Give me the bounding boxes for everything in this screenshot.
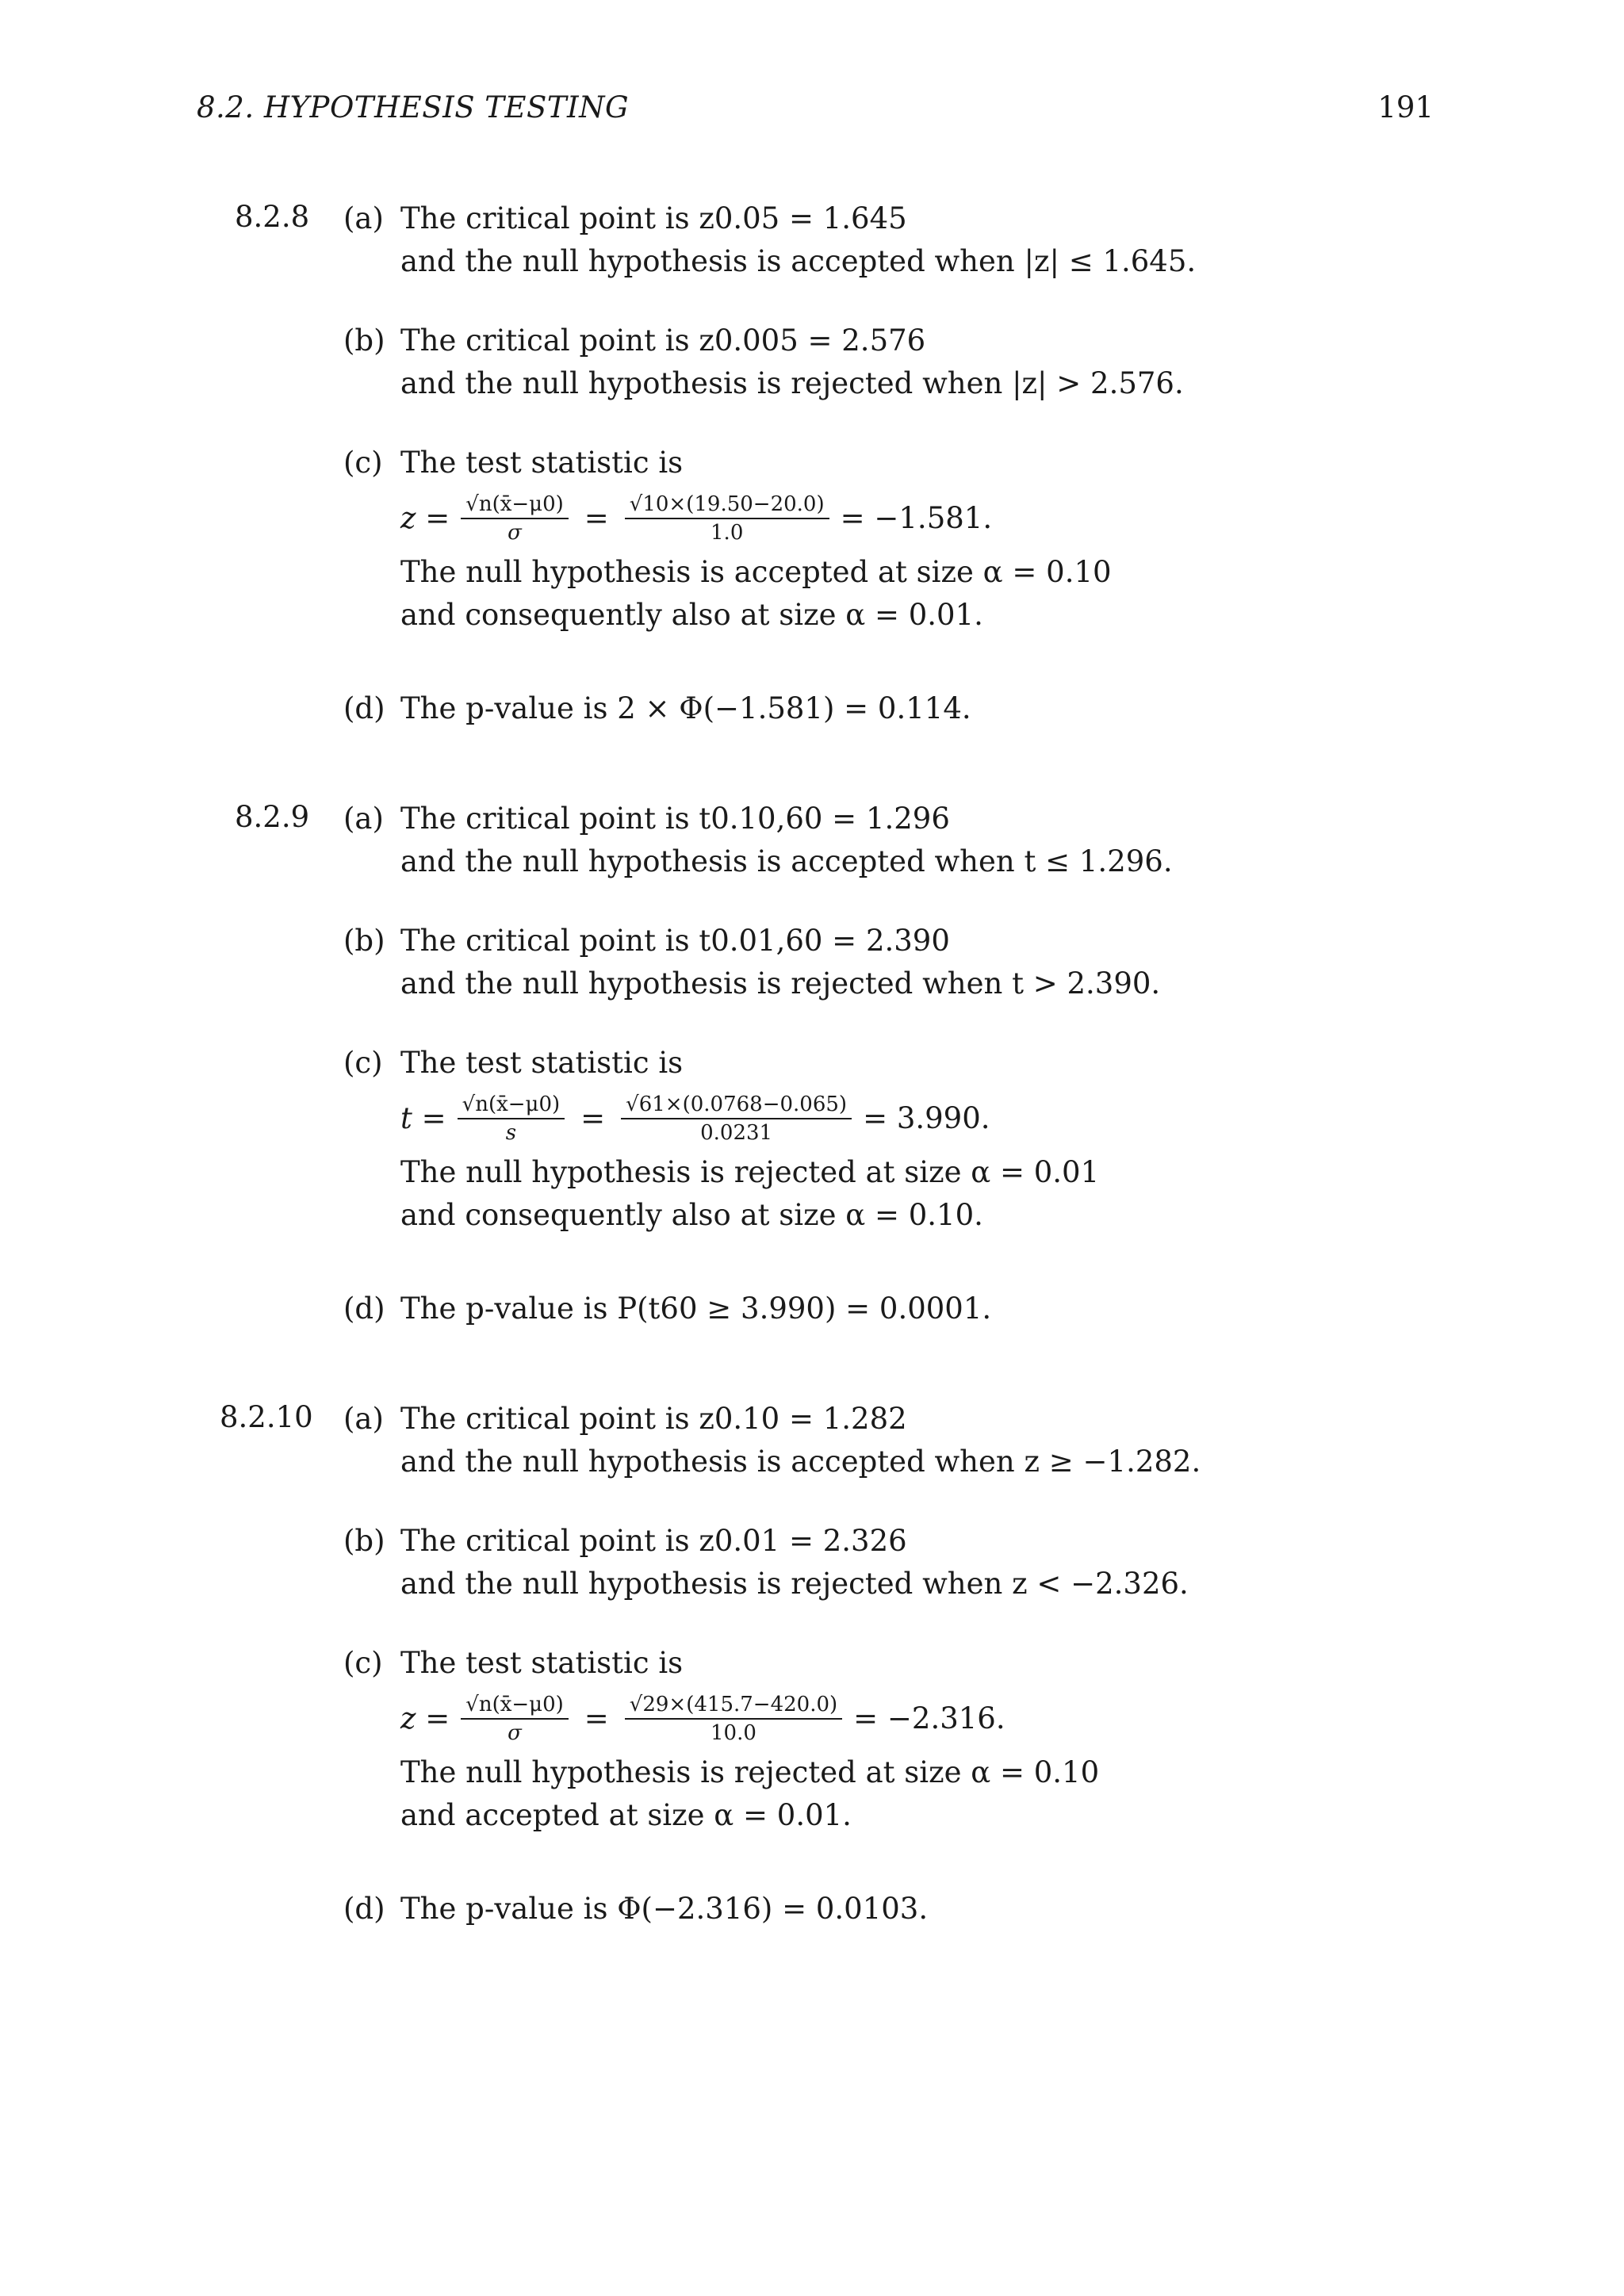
text-line: and accepted at size α = 0.01. (400, 1798, 852, 1832)
text-line: and consequently also at size α = 0.01. (400, 598, 983, 632)
text-line: and the null hypothesis is rejected when |z| > 2.576. (400, 366, 1184, 400)
equals-sign: = (580, 1101, 606, 1135)
formula-lhs: t = (400, 1101, 446, 1135)
page-number: 191 (1377, 90, 1434, 124)
test-statistic-formula (400, 489, 1112, 548)
part-label: (a) (343, 201, 384, 235)
part-label: (b) (343, 924, 385, 958)
fraction-numerator: √n(x̄−μ0) (461, 1693, 569, 1720)
fraction (625, 1693, 842, 1745)
equals-sign: = (584, 501, 609, 535)
fraction-denominator: s (505, 1121, 517, 1145)
text-line: and the null hypothesis is accepted when z ≥ −1.282. (400, 1445, 1201, 1479)
problem-number: 8.2.9 (235, 800, 310, 834)
part-label: (a) (343, 802, 384, 836)
fraction-numerator: √61×(0.0768−0.065) (621, 1093, 852, 1119)
text-line: The critical point is z0.10 = 1.282 (400, 1402, 907, 1436)
part-label: (b) (343, 323, 385, 358)
fraction-denominator: σ (508, 521, 522, 545)
test-statistic-formula (400, 1089, 1099, 1148)
fraction-numerator: √29×(415.7−420.0) (625, 1693, 842, 1720)
text-line: and the null hypothesis is rejected when z < −2.326. (400, 1567, 1189, 1601)
formula-result: = −1.581. (840, 501, 993, 535)
text-line: The null hypothesis is rejected at size α = 0.01 (400, 1155, 1100, 1189)
problem-number: 8.2.8 (235, 200, 310, 234)
text-line: and the null hypothesis is rejected when t > 2.390. (400, 966, 1161, 1001)
fraction-numerator: √10×(19.50−20.0) (625, 492, 829, 519)
part-label: (b) (343, 1524, 385, 1558)
fraction (461, 1693, 569, 1745)
fraction (458, 1093, 565, 1145)
fraction-denominator: 1.0 (710, 521, 744, 545)
text-line: and the null hypothesis is accepted when t ≤ 1.296. (400, 844, 1173, 878)
part-label: (d) (343, 1892, 385, 1926)
text-line: The p-value is 2 × Φ(−1.581) = 0.114. (400, 691, 971, 725)
text-line: The p-value is P(t60 ≥ 3.990) = 0.0001. (400, 1292, 992, 1326)
part-label: (d) (343, 691, 385, 725)
text-line: and consequently also at size α = 0.10. (400, 1198, 983, 1232)
test-statistic-formula (400, 1689, 1099, 1748)
part-label: (d) (343, 1292, 385, 1326)
formula-lhs: z = (400, 1701, 450, 1735)
formula-result: = −2.316. (853, 1701, 1005, 1735)
fraction-denominator: σ (508, 1721, 522, 1745)
formula-result: = 3.990. (863, 1101, 990, 1135)
fraction-numerator: √n(x̄−μ0) (461, 492, 569, 519)
text-line: The critical point is t0.01,60 = 2.390 (400, 924, 950, 958)
fraction (461, 492, 569, 545)
part-label: (c) (343, 446, 383, 480)
equals-sign: = (584, 1701, 609, 1735)
fraction (621, 1093, 852, 1145)
fraction-denominator: 0.0231 (700, 1121, 773, 1145)
problem-number: 8.2.10 (220, 1400, 313, 1434)
fraction (625, 492, 829, 545)
text-line: The critical point is t0.10,60 = 1.296 (400, 802, 950, 836)
text-line: The null hypothesis is accepted at size α = 0.10 (400, 555, 1112, 589)
part-label: (c) (343, 1646, 383, 1680)
text-line: The test statistic is (400, 1046, 684, 1080)
text-line: The critical point is z0.05 = 1.645 (400, 201, 907, 235)
fraction-denominator: 10.0 (710, 1721, 756, 1745)
text-line: and the null hypothesis is accepted when |z| ≤ 1.645. (400, 244, 1197, 278)
text-line: The critical point is z0.01 = 2.326 (400, 1524, 907, 1558)
section-title: 8.2. HYPOTHESIS TESTING (197, 90, 630, 124)
text-line: The null hypothesis is rejected at size α = 0.10 (400, 1755, 1100, 1789)
part-label: (a) (343, 1402, 384, 1436)
text-line: The critical point is z0.005 = 2.576 (400, 323, 926, 358)
part-label: (c) (343, 1046, 383, 1080)
text-line: The test statistic is (400, 1646, 684, 1680)
fraction-numerator: √n(x̄−μ0) (458, 1093, 565, 1119)
running-header (197, 90, 1434, 124)
text-line: The p-value is Φ(−2.316) = 0.0103. (400, 1892, 929, 1926)
text-line: The test statistic is (400, 446, 684, 480)
formula-lhs: z = (400, 501, 450, 535)
